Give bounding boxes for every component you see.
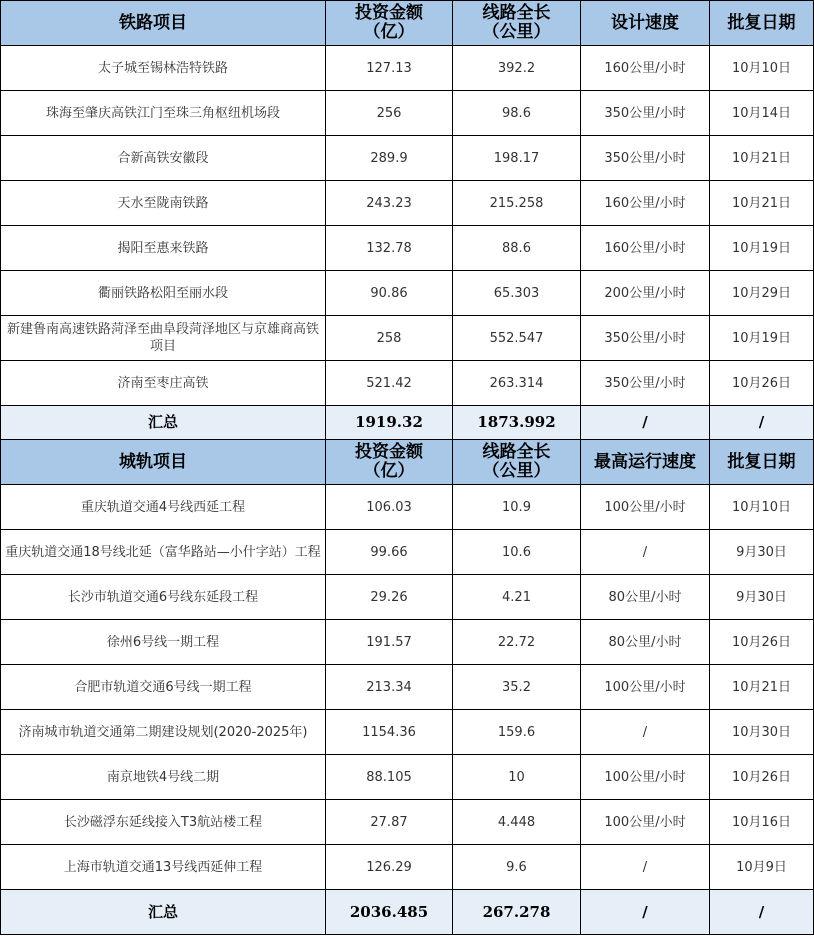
metro-cell-speed: 100公里/小时	[581, 800, 710, 845]
metro-cell-project: 长沙磁浮东延线接入T3航站楼工程	[1, 800, 326, 845]
rail-cell-project: 济南至枣庄高铁	[1, 361, 326, 406]
metro-cell-date: 9月30日	[710, 575, 814, 620]
rail-header-project: 铁路项目	[1, 1, 326, 46]
metro-total-label: 汇总	[1, 890, 326, 935]
rail-cell-speed: 350公里/小时	[581, 136, 710, 181]
metro-cell-investment: 27.87	[326, 800, 453, 845]
metro-cell-project: 长沙市轨道交通6号线东延段工程	[1, 575, 326, 620]
rail-row	[1, 226, 814, 271]
metro-header-date: 批复日期	[710, 440, 814, 485]
metro-cell-speed: 80公里/小时	[581, 575, 710, 620]
rail-total-speed: /	[581, 406, 710, 440]
rail-cell-investment: 243.23	[326, 181, 453, 226]
metro-cell-date: 10月16日	[710, 800, 814, 845]
metro-total-speed: /	[581, 890, 710, 935]
metro-cell-speed: /	[581, 710, 710, 755]
metro-row	[1, 665, 814, 710]
rail-cell-date: 10月21日	[710, 136, 814, 181]
rail-header-length	[453, 1, 581, 46]
metro-header-investment-unit: （亿）	[363, 461, 415, 481]
rail-cell-length: 552.547	[453, 316, 581, 361]
rail-cell-speed: 160公里/小时	[581, 46, 710, 91]
metro-cell-investment: 88.105	[326, 755, 453, 800]
rail-cell-investment: 289.9	[326, 136, 453, 181]
metro-row	[1, 755, 814, 800]
metro-cell-speed: 100公里/小时	[581, 485, 710, 530]
rail-header-investment	[326, 1, 453, 46]
metro-cell-date: 9月30日	[710, 530, 814, 575]
metro-cell-project: 重庆轨道交通18号线北延（富华路站—小什字站）工程	[1, 530, 326, 575]
metro-cell-project: 合肥市轨道交通6号线一期工程	[1, 665, 326, 710]
metro-cell-project: 重庆轨道交通4号线西延工程	[1, 485, 326, 530]
metro-cell-speed: /	[581, 530, 710, 575]
rail-cell-length: 98.6	[453, 91, 581, 136]
metro-total-row	[1, 890, 814, 935]
rail-header-length-unit: （公里）	[482, 22, 551, 42]
rail-row	[1, 316, 814, 361]
rail-cell-investment: 90.86	[326, 271, 453, 316]
metro-header-project: 城轨项目	[1, 440, 326, 485]
metro-cell-speed: 80公里/小时	[581, 620, 710, 665]
rail-cell-length: 263.314	[453, 361, 581, 406]
rail-cell-speed: 200公里/小时	[581, 271, 710, 316]
metro-row	[1, 575, 814, 620]
rail-cell-date: 10月10日	[710, 46, 814, 91]
rail-cell-speed: 350公里/小时	[581, 316, 710, 361]
metro-cell-length: 9.6	[453, 845, 581, 890]
rail-cell-project: 新建鲁南高速铁路菏泽至曲阜段菏泽地区与京雄商高铁项目	[1, 316, 326, 361]
metro-cell-investment: 106.03	[326, 485, 453, 530]
metro-header-length-label: 线路全长	[482, 442, 551, 462]
rail-total-investment: 1919.32	[326, 406, 453, 440]
metro-cell-length: 35.2	[453, 665, 581, 710]
rail-cell-length: 65.303	[453, 271, 581, 316]
metro-cell-date: 10月21日	[710, 665, 814, 710]
rail-cell-length: 88.6	[453, 226, 581, 271]
rail-header-date: 批复日期	[710, 1, 814, 46]
rail-row	[1, 271, 814, 316]
rail-header-length-label: 线路全长	[482, 3, 551, 23]
metro-row	[1, 800, 814, 845]
metro-cell-speed: 100公里/小时	[581, 755, 710, 800]
metro-cell-length: 10.6	[453, 530, 581, 575]
metro-cell-length: 4.448	[453, 800, 581, 845]
rail-total-date: /	[710, 406, 814, 440]
metro-row	[1, 710, 814, 755]
rail-cell-date: 10月26日	[710, 361, 814, 406]
metro-cell-length: 22.72	[453, 620, 581, 665]
rail-header-investment-label: 投资金额	[355, 3, 423, 23]
metro-cell-length: 10.9	[453, 485, 581, 530]
rail-cell-investment: 256	[326, 91, 453, 136]
metro-cell-date: 10月30日	[710, 710, 814, 755]
metro-cell-investment: 29.26	[326, 575, 453, 620]
rail-cell-project: 太子城至锡林浩特铁路	[1, 46, 326, 91]
metro-row	[1, 620, 814, 665]
rail-cell-project: 揭阳至惠来铁路	[1, 226, 326, 271]
rail-header-row	[1, 1, 814, 46]
metro-header-investment-label: 投资金额	[355, 442, 423, 462]
rail-row	[1, 46, 814, 91]
metro-row	[1, 845, 814, 890]
rail-cell-project: 珠海至肇庆高铁江门至珠三角枢纽机场段	[1, 91, 326, 136]
metro-total-length: 267.278	[453, 890, 581, 935]
metro-header-length-unit: （公里）	[482, 461, 551, 481]
metro-cell-date: 10月10日	[710, 485, 814, 530]
rail-cell-speed: 350公里/小时	[581, 91, 710, 136]
metro-header-length	[453, 440, 581, 485]
rail-cell-speed: 350公里/小时	[581, 361, 710, 406]
rail-cell-investment: 258	[326, 316, 453, 361]
rail-cell-investment: 132.78	[326, 226, 453, 271]
metro-header-row	[1, 440, 814, 485]
rail-cell-speed: 160公里/小时	[581, 181, 710, 226]
rail-cell-length: 392.2	[453, 46, 581, 91]
metro-row	[1, 530, 814, 575]
metro-cell-investment: 126.29	[326, 845, 453, 890]
rail-cell-speed: 160公里/小时	[581, 226, 710, 271]
metro-cell-project: 徐州6号线一期工程	[1, 620, 326, 665]
metro-cell-project: 上海市轨道交通13号线西延伸工程	[1, 845, 326, 890]
metro-cell-date: 10月26日	[710, 620, 814, 665]
rail-cell-investment: 127.13	[326, 46, 453, 91]
rail-row	[1, 136, 814, 181]
metro-cell-investment: 1154.36	[326, 710, 453, 755]
metro-cell-length: 10	[453, 755, 581, 800]
metro-total-investment: 2036.485	[326, 890, 453, 935]
rail-row	[1, 361, 814, 406]
metro-cell-date: 10月26日	[710, 755, 814, 800]
metro-cell-project: 南京地铁4号线二期	[1, 755, 326, 800]
rail-cell-investment: 521.42	[326, 361, 453, 406]
rail-cell-length: 198.17	[453, 136, 581, 181]
rail-cell-date: 10月29日	[710, 271, 814, 316]
rail-cell-date: 10月19日	[710, 226, 814, 271]
metro-cell-length: 159.6	[453, 710, 581, 755]
metro-header-speed: 最高运行速度	[581, 440, 710, 485]
rail-header-investment-unit: （亿）	[363, 22, 415, 42]
metro-cell-date: 10月9日	[710, 845, 814, 890]
rail-cell-length: 215.258	[453, 181, 581, 226]
rail-cell-project: 衢丽铁路松阳至丽水段	[1, 271, 326, 316]
rail-total-length: 1873.992	[453, 406, 581, 440]
rail-cell-project: 合新高铁安徽段	[1, 136, 326, 181]
rail-row	[1, 181, 814, 226]
metro-cell-investment: 99.66	[326, 530, 453, 575]
metro-cell-speed: 100公里/小时	[581, 665, 710, 710]
rail-header-speed: 设计速度	[581, 1, 710, 46]
metro-cell-length: 4.21	[453, 575, 581, 620]
metro-cell-project: 济南城市轨道交通第二期建设规划(2020-2025年)	[1, 710, 326, 755]
metro-cell-speed: /	[581, 845, 710, 890]
metro-total-date: /	[710, 890, 814, 935]
metro-cell-investment: 191.57	[326, 620, 453, 665]
rail-cell-project: 天水至陇南铁路	[1, 181, 326, 226]
metro-cell-investment: 213.34	[326, 665, 453, 710]
rail-total-label: 汇总	[1, 406, 326, 440]
rail-cell-date: 10月21日	[710, 181, 814, 226]
rail-row	[1, 91, 814, 136]
rail-cell-date: 10月14日	[710, 91, 814, 136]
rail-cell-date: 10月19日	[710, 316, 814, 361]
rail-total-row	[1, 406, 814, 440]
metro-header-investment	[326, 440, 453, 485]
metro-row	[1, 485, 814, 530]
